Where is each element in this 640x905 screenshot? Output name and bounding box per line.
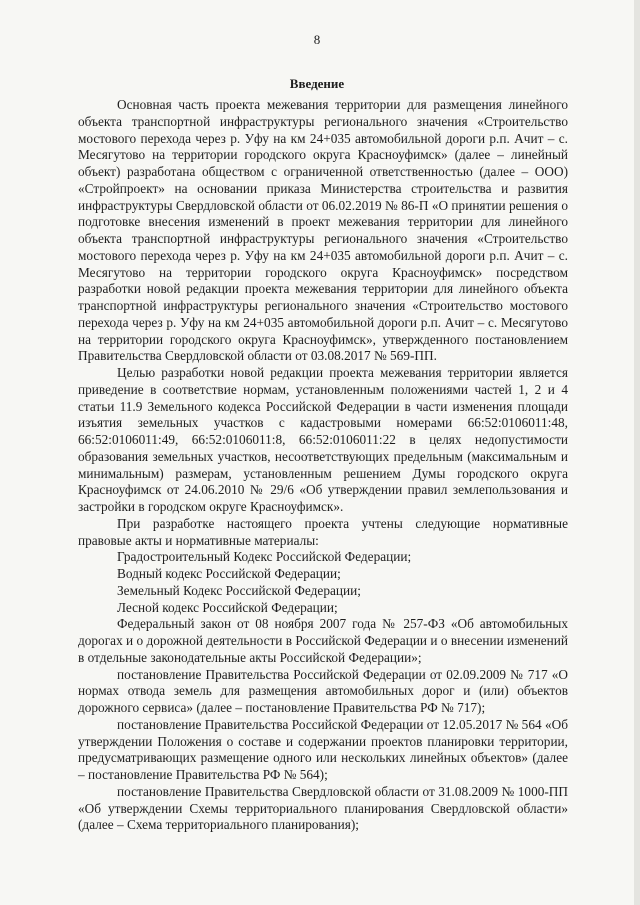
- list-item-urban-code: Градостроительный Кодекс Российской Федерации;: [117, 549, 412, 565]
- list-item-forest-code: Лесной кодекс Российской Федерации;: [117, 599, 338, 615]
- document-body: [78, 97, 568, 834]
- paragraph-federal-law-257: Федеральный закон от 08 ноября 2007 года № 257-ФЗ «Об автомобильных дорогах и о дорожной деятельности в Российской Федерации и о внесении изменений в отдельные законодательные акты Российской Федерации»;: [78, 616, 568, 665]
- paragraph-regulations-lead: При разработке настоящего проекта учтены следующие нормативные правовые акты и нормативные материалы:: [78, 515, 568, 548]
- paragraph-decree-564: постановление Правительства Российской Федерации от 12.05.2017 № 564 «Об утверждении Положения о составе и содержании проектов планировки территории, предусматривающих размещение одного или нескольких линейных объектов» (далее – постановление Правительства РФ № 564);: [78, 716, 568, 782]
- page-number: 8: [313, 32, 321, 47]
- paragraph-intro: Основная часть проекта межевания территории для размещения линейного объекта транспортной инфраструктуры регионального значения «Строительство мостового перехода через р. Уфу на км 24+035 автомобильной дороги р.п. Ачит – с. Месягутово на территории городского округа Красноуфимск» (далее – линейный объект) разработана обществом с ограниченной ответственностью (далее – ООО) «Стройпроект» на основании приказа Министерства строительства и развития инфраструктуры Свердловской области от 06.02.2019 № 86-П «О принятии решения о подготовке внесения изменений в проект межевания территории для линейного объекта транспортной инфраструктуры регионального значения «Строительство мостового перехода через р. Уфу на км 24+035 автомобильной дороги р.п. Ачит – с. Месягутово на территории городского округа Красноуфимск» посредством разработки новой редакции проекта межевания территории для линейного объекта транспортной инфраструктуры регионального значения «Строительство мостового перехода через р. Уфу на км 24+035 автомобильной дороги р.п. Ачит – с. Месягутово на территории городского округа Красноуфимск», утвержденного постановлением Правительства Свердловской области от 03.08.2017 № 569-ПП.: [78, 97, 568, 364]
- list-item-land-code: Земельный Кодекс Российской Федерации;: [117, 582, 361, 598]
- paragraph-decree-1000pp: постановление Правительства Свердловской области от 31.08.2009 № 1000-ПП «Об утверждении Схемы территориального планирования Свердловской области» (далее – Схема территориального планирования);: [78, 783, 568, 833]
- paragraph-purpose: Целью разработки новой редакции проекта межевания территории является приведение в соответствие нормам, установленным положениями частей 1, 2 и 4 статьи 11.9 Земельного кодекса Российской Федерации в части изменения площади изъятия земельных участков с кадастровыми номерами 66:52:0106011:48, 66:52:0106011:49, 66:52:0106011:8, 66:52:0106011:22 в целях недопустимости образования земельных участков, несоответствующих предельным (максимальным и минимальным) размерам, установленным решением Думы городского округа Красноуфимск от 24.06.2010 № 29/6 «Об утверждении правил землепользования и застройки в городском округе Красноуфимск».: [78, 365, 568, 514]
- paragraph-decree-717: постановление Правительства Российской Федерации от 02.09.2009 № 717 «О нормах отвода земель для размещения автомобильных дорог и (или) объектов дорожного сервиса» (далее – постановление Правительства РФ № 717);: [78, 666, 568, 715]
- section-title: Введение: [289, 76, 345, 91]
- list-item-water-code: Водный кодекс Российской Федерации;: [117, 566, 341, 581]
